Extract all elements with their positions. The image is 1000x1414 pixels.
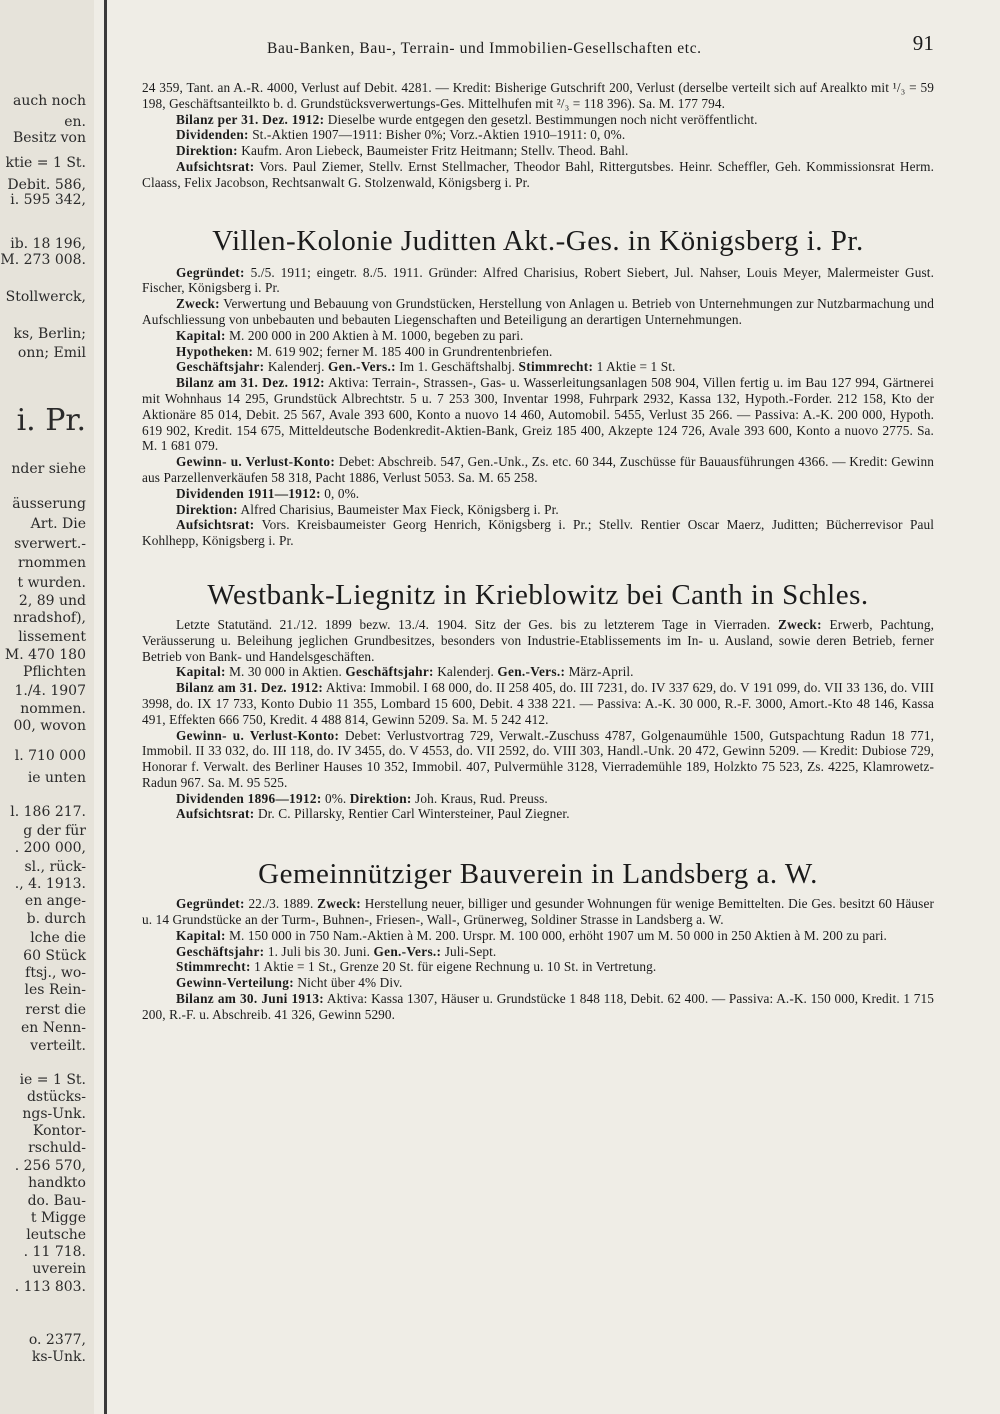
entry-gewinn-verteilung — [142, 975, 934, 991]
running-header — [142, 31, 934, 60]
adjacent-page-line: . 200 000, — [14, 840, 86, 856]
adjacent-page-line: auch noch — [13, 93, 86, 109]
label-gen-vers: Gen.-Vers.: — [373, 943, 442, 959]
adjacent-page-line: nradshof), — [13, 610, 86, 626]
text-kapital: M. 200 000 in 200 Aktien à M. 1000, begeben zu pari. — [225, 327, 524, 343]
adjacent-page-line: rnommen — [18, 555, 86, 571]
text-statut: Letzte Statutänd. 21./12. 1899 bezw. 13./4. 1904. Sitz der Ges. bis zu letzterem Tage in Vierraden. — [176, 616, 778, 632]
label-gewinn-verlust: Gewinn- u. Verlust-Konto: — [176, 454, 336, 470]
text-direktion: Kaufm. Aron Liebeck, Baumeister Fritz Heitmann; Stellv. Theod. Bahl. — [237, 143, 629, 159]
adjacent-page-line: äusserung — [12, 496, 86, 512]
adjacent-page-line: en ange- — [24, 893, 86, 909]
text-stimmrecht: 1 Aktie = 1 St., Grenze 20 St. für eigene Rechnung u. 10 St. in Vertretung. — [250, 959, 657, 975]
adjacent-page-line: 00, wovon — [13, 718, 86, 734]
entry-geschaeftsjahr — [142, 359, 934, 375]
text-gen-vers: Im 1. Geschäftshalbj. — [395, 359, 519, 375]
text-gen-vers: März-April. — [565, 664, 634, 680]
adjacent-page-line: rerst die — [25, 1002, 86, 1018]
adjacent-page-line: Kontor- — [32, 1123, 86, 1139]
adjacent-page-line: Besitz von — [12, 130, 86, 146]
adjacent-page-line: sverwert.- — [14, 536, 86, 552]
entry-zweck — [142, 296, 934, 328]
text-stimmrecht: 1 Aktie = 1 St. — [593, 359, 676, 375]
text-gen-vers: Juli-Sept. — [441, 943, 497, 959]
text-zweck: Herstellung neuer, billiger und gesunder Wohnungen für wenige Bemittelten. Die Ges. besitzt 60 Häuser u. 14 Grundstücke an der Turm-, Buhnen-, Friesen-, Wall-, Grünerweg, Soldiner Strasse in Landsberg a. W. — [142, 896, 934, 928]
adjacent-page-line: ie = 1 St. — [19, 1072, 86, 1088]
label-stimmrecht: Stimmrecht: — [518, 359, 594, 375]
entry-kapital — [142, 328, 934, 344]
entry-gewinn-verlust — [142, 454, 934, 486]
entry-aufsichtsrat — [142, 517, 934, 549]
entry-gegruendet — [142, 896, 934, 928]
continued-entry — [142, 80, 934, 191]
entry-bilanz — [142, 680, 934, 727]
label-dividenden: Dividenden: — [176, 127, 249, 143]
entry-geschaeftsjahr — [142, 944, 934, 960]
adjacent-page-line: sl., rück- — [24, 859, 86, 875]
label-bilanz: Bilanz am 31. Dez. 1912: — [176, 375, 325, 391]
adjacent-page-line: b. durch — [26, 911, 86, 927]
company-entry — [142, 896, 934, 1022]
entry-gewinn-verlust — [142, 728, 934, 791]
continued-text: 24 359, Tant. an A.-R. 4000, Verlust auf Debit. 4281. — Kredit: Bisherige Gutschrift 200, Verlust (derselbe verteilt sich auf Arealkto mit ¹/₃ = 59 198, Geschäftsanteilkto b. d. Grundstücksverwertungs-Ges. Mittelhufen mit ²/₃ = 118 396). Sa. M. 177 794. — [142, 80, 934, 111]
adjacent-page-line: dstücks- — [26, 1089, 86, 1105]
label-aufsichtsrat: Aufsichtsrat: — [176, 517, 255, 533]
entry-dividenden — [142, 791, 934, 807]
label-dividenden: Dividenden 1896—1912: — [176, 790, 322, 806]
adjacent-page-line: 1./4. 1907 — [14, 683, 86, 699]
running-title: Bau-Banken, Bau-, Terrain- und Immobilien-Gesellschaften etc. — [267, 40, 702, 57]
company-title: Villen-Kolonie Juditten Akt.-Ges. in Königsberg i. Pr. — [212, 224, 864, 257]
book-page — [142, 31, 934, 1023]
adjacent-page-line: lche die — [30, 930, 86, 946]
text-geschaeftsjahr: Kalenderj. — [433, 664, 498, 680]
label-direktion: Direktion: — [176, 501, 238, 517]
adjacent-page-line: ., 4. 1913. — [14, 876, 86, 892]
text-zweck: Erwerb, Pachtung, Veräusserung u. Beleihung jeglichen Grundbesitzes, besonders von Industrie-Etablissements im In- u. Ausland, sowie deren Betrieb, ferner Betrieb von Bank- und Handelsgeschäften. — [142, 616, 934, 664]
text-bilanz: Aktiva: Immobil. I 68 000, do. II 258 405, do. III 7231, do. IV 337 629, do. V 191 099, do. VII 33 136, do. VIII 3998, do. IX 17 733, Konto Dubio 11 355, Lombard 15 600, Debit. 4 338 221. — Passiva: A.-K. 30 000, R.-F. 3000, Amort.-Kto 48 146, Kassa 491, Effekten 666 750, Kredit. 4 488 814, Gewinn 5209. Sa. M. 5 242 412. — [142, 680, 934, 727]
continued-direktion — [142, 143, 934, 159]
adjacent-page-line: . 113 803. — [14, 1279, 86, 1295]
label-bilanz: Bilanz am 31. Dez. 1912: — [176, 680, 324, 696]
adjacent-page-line: . 256 570, — [14, 1158, 86, 1174]
adjacent-page-line: o. 2377, — [28, 1332, 86, 1348]
text-aufsichtsrat: Vors. Paul Ziemer, Stellv. Ernst Stellmacher, Theodor Bahl, Rittergutsbes. Heinr. Scheffler, Geh. Kommissionsrat Herm. Claass, Felix Jacobson, Rechtsanwalt G. Stolzenwald, Königsberg i. Pr. — [142, 158, 934, 190]
adjacent-page-line: verteilt. — [30, 1038, 86, 1054]
text-gewinn-verlust: Debet: Abschreib. 547, Gen.-Unk., Zs. etc. 60 344, Zuschüsse für Bauausführungen 4366. — Kredit: Gewinn aus Parzellenverkäufen 58 318, Pacht 1886, Verlust 5053. Sa. M. 65 258. — [142, 454, 934, 485]
page-number: 91 — [912, 31, 934, 55]
adjacent-page-line: 2, 89 und — [18, 593, 86, 609]
label-zweck: Zweck: — [777, 616, 822, 632]
text-aufsichtsrat: Vors. Kreisbaumeister Georg Henrich, Königsberg i. Pr.; Stellv. Rentier Oscar Maerz, Juditten; Bücherrevisor Paul Kohlhepp, Königsberg i. Pr. — [142, 517, 934, 549]
label-stimmrecht: Stimmrecht: — [176, 959, 251, 975]
adjacent-page-line: ib. 18 196, — [10, 236, 86, 252]
text-gewinn-verteilung: Nicht über 4% Div. — [293, 975, 403, 991]
adjacent-page-line: M. 470 180 — [4, 647, 86, 663]
entry-bilanz — [142, 991, 934, 1023]
entry-stimmrecht — [142, 959, 934, 975]
adjacent-page-line: leutsche — [26, 1227, 86, 1243]
label-kapital: Kapital: — [176, 664, 226, 680]
label-kapital: Kapital: — [176, 927, 226, 943]
company-entry — [142, 265, 934, 549]
label-geschaeftsjahr: Geschäftsjahr: — [176, 359, 265, 375]
text-dividenden: St.-Aktien 1907—1911: Bisher 0%; Vorz.-Aktien 1910–1911: 0, 0%. — [248, 127, 626, 143]
label-zweck: Zweck: — [176, 296, 220, 312]
entry-dividenden — [142, 486, 934, 502]
adjacent-page-line: l. 186 217. — [10, 804, 86, 820]
entry-statut — [142, 617, 934, 664]
entry-direktion — [142, 502, 934, 518]
text-zweck: Verwertung und Bebauung von Grundstücken, Herstellung von Anlagen u. Betrieb von Unternehmungen zur Nutzbarmachung und Aufschliessung von unbebauten und bebauten Liegenschaften und Beteiligung an derartigen Unternehmungen. — [142, 296, 934, 327]
adjacent-page-line: Art. Die — [30, 516, 86, 532]
text-gewinn-verlust: Debet: Verlustvortrag 729, Verwalt.-Zuschuss 4787, Golgenaumühle 1500, Gutspachtung Radun 18 771, Immobil. II 33 032, do. III 118, do. IV 3455, do. V 4553, do. VII 2592, do. VIII 303, Handl.-Unk. 20 472, Gewinn 5209. — Kredit: Dubiose 729, Honorar f. Verwalt. des Berliner Hauses 10 352, Immobil. 407, Pulvermühle 3128, Vierrademühle 189, Holzkto 75 523, Zs. 4225, Klamrowetz-Radun 967. Sa. M. 95 525. — [142, 727, 934, 790]
adjacent-page-line: t Migge — [30, 1210, 86, 1226]
adjacent-page-line: ngs-Unk. — [22, 1106, 86, 1122]
entry-aufsichtsrat — [142, 806, 934, 822]
label-direktion: Direktion: — [349, 790, 412, 806]
entry-hypotheken — [142, 344, 934, 360]
entry-kapital — [142, 928, 934, 944]
text-aufsichtsrat: Dr. C. Pillarsky, Rentier Carl Wintersteiner, Paul Ziegner. — [254, 806, 570, 822]
adjacent-page-line: les Rein- — [24, 982, 86, 998]
text-direktion: Joh. Kraus, Rud. Preuss. — [411, 790, 548, 806]
text-bilanz: Dieselbe wurde entgegen den gesetzl. Bestimmungen noch nicht veröffentlicht. — [324, 111, 758, 127]
adjacent-page-line: ks, Berlin; — [13, 326, 86, 342]
adjacent-page-line: handkto — [28, 1175, 86, 1191]
label-direktion: Direktion: — [176, 143, 238, 159]
text-geschaeftsjahr: Kalenderj. — [264, 359, 329, 375]
adjacent-page-line: ie unten — [27, 770, 86, 786]
text-kapital: M. 150 000 in 750 Nam.-Aktien à M. 200. Urspr. M. 100 000, erhöht 1907 um M. 50 000 in 250 Aktien à M. 200 zu pari. — [225, 927, 887, 943]
adjacent-page-line: nder siehe — [11, 461, 86, 477]
label-gen-vers: Gen.-Vers.: — [497, 664, 566, 680]
adjacent-page-line: g der für — [23, 823, 86, 839]
adjacent-page-line: en Nenn- — [20, 1020, 86, 1036]
adjacent-page-line: rschuld- — [28, 1140, 86, 1156]
label-gegruendet: Gegründet: — [176, 264, 245, 280]
text-direktion: Alfred Charisius, Baumeister Max Fieck, Königsberg i. Pr. — [237, 501, 559, 517]
company-entry — [142, 617, 934, 822]
adjacent-page-line: onn; Emil — [17, 345, 86, 361]
adjacent-page-line: nommen. — [20, 701, 86, 717]
adjacent-page-line: i. Pr. — [16, 403, 86, 438]
label-gewinn-verteilung: Gewinn-Verteilung: — [176, 975, 294, 991]
label-geschaeftsjahr: Geschäftsjahr: — [176, 943, 265, 959]
label-gewinn-verlust: Gewinn- u. Verlust-Konto: — [176, 727, 340, 743]
adjacent-page-line: Pflichten — [22, 664, 86, 680]
continued-bilanz — [142, 112, 934, 128]
adjacent-page-margin — [0, 0, 94, 1414]
label-bilanz: Bilanz per 31. Dez. 1912: — [176, 111, 325, 127]
label-gegruendet: Gegründet: — [176, 896, 245, 912]
text-bilanz: Aktiva: Terrain-, Strassen-, Gas- u. Wasserleitungsanlagen 508 904, Villen fertig u. im Bau 127 994, Gärtnerei mit Wohnhaus 14 295, Grundstück Albrechtstr. 5 u. 7 253 300, Inventar 1998, Fuhrpark 2932, Kassa 132, Hypoth.-Forder. 212 158, Kto der Aktionäre 85 014, Debit. 25 567, Avale 393 600, Konto a nuovo 14 460, Automobil. 5455, Verlust 35 266. — Passiva: A.-K. 200 000, Hypoth. 619 902, Kredit. 154 675, Mitteldeutsche Bodenkredit-Aktien-Bank, Greiz 185 400, Akzepte 124 726, Avale 393 600, Konto a nuovo 2775. Sa. M. 1 681 079. — [142, 375, 934, 454]
adjacent-page-line: 60 Stück — [23, 948, 86, 964]
adjacent-page-line: M. 273 008. — [0, 252, 86, 268]
continued-dividenden — [142, 127, 934, 143]
text-dividenden: 0, 0%. — [320, 485, 360, 501]
entry-kapital — [142, 664, 934, 680]
text-gegruendet: 22./3. 1889. — [244, 896, 318, 912]
adjacent-page-line: lissement — [18, 629, 86, 645]
entry-gegruendet — [142, 265, 934, 297]
adjacent-page-line: uverein — [32, 1261, 86, 1277]
continued-aufsichtsrat — [142, 159, 934, 191]
adjacent-page-line: i. 595 342, — [10, 192, 86, 208]
text-bilanz: Aktiva: Kassa 1307, Häuser u. Grundstücke 1 848 118, Debit. 62 400. — Passiva: A.-K. 150 000, Kredit. 1 715 200, R.-F. u. Abschreib. 41 326, Gewinn 5290. — [142, 991, 934, 1022]
label-bilanz: Bilanz am 30. Juni 1913: — [176, 991, 324, 1007]
adjacent-page-line: t wurden. — [17, 575, 86, 591]
label-geschaeftsjahr: Geschäftsjahr: — [345, 664, 434, 680]
text-hypotheken: M. 619 902; ferner M. 185 400 in Grundrentenbriefen. — [253, 343, 553, 359]
book-spine-shadow — [104, 0, 107, 1414]
adjacent-page-line: . 11 718. — [23, 1244, 86, 1260]
adjacent-page-line: en. — [64, 114, 86, 130]
company-title: Gemeinnütziger Bauverein in Landsberg a. W. — [258, 858, 818, 891]
label-dividenden: Dividenden 1911—1912: — [176, 485, 321, 501]
adjacent-page-line: Stollwerck, — [5, 289, 86, 305]
label-hypotheken: Hypotheken: — [176, 343, 254, 359]
text-dividenden: 0%. — [321, 790, 350, 806]
adjacent-page-line: Debit. 586, — [7, 177, 86, 193]
label-zweck: Zweck: — [317, 896, 362, 912]
entry-bilanz — [142, 375, 934, 454]
text-gegruendet: 5./5. 1911; eingetr. 8./5. 1911. Gründer: Alfred Charisius, Robert Siebert, Jul. Nahser, Louis Meyer, Malermeister Gust. Fischer, Königsberg i. Pr. — [142, 264, 934, 296]
adjacent-page-line: ks-Unk. — [31, 1349, 86, 1365]
company-title: Westbank-Liegnitz in Krieblowitz bei Canth in Schles. — [207, 578, 869, 611]
label-gen-vers: Gen.-Vers.: — [328, 359, 396, 375]
text-kapital: M. 30 000 in Aktien. — [225, 664, 346, 680]
label-kapital: Kapital: — [176, 327, 226, 343]
label-aufsichtsrat: Aufsichtsrat: — [176, 806, 255, 822]
adjacent-page-line: ktie = 1 St. — [5, 155, 86, 171]
adjacent-page-line: l. 710 000 — [14, 748, 86, 764]
text-geschaeftsjahr: 1. Juli bis 30. Juni. — [264, 943, 374, 959]
adjacent-page-line: ftsj., wo- — [25, 965, 86, 981]
adjacent-page-line: do. Bau- — [27, 1193, 86, 1209]
label-aufsichtsrat: Aufsichtsrat: — [176, 158, 255, 174]
